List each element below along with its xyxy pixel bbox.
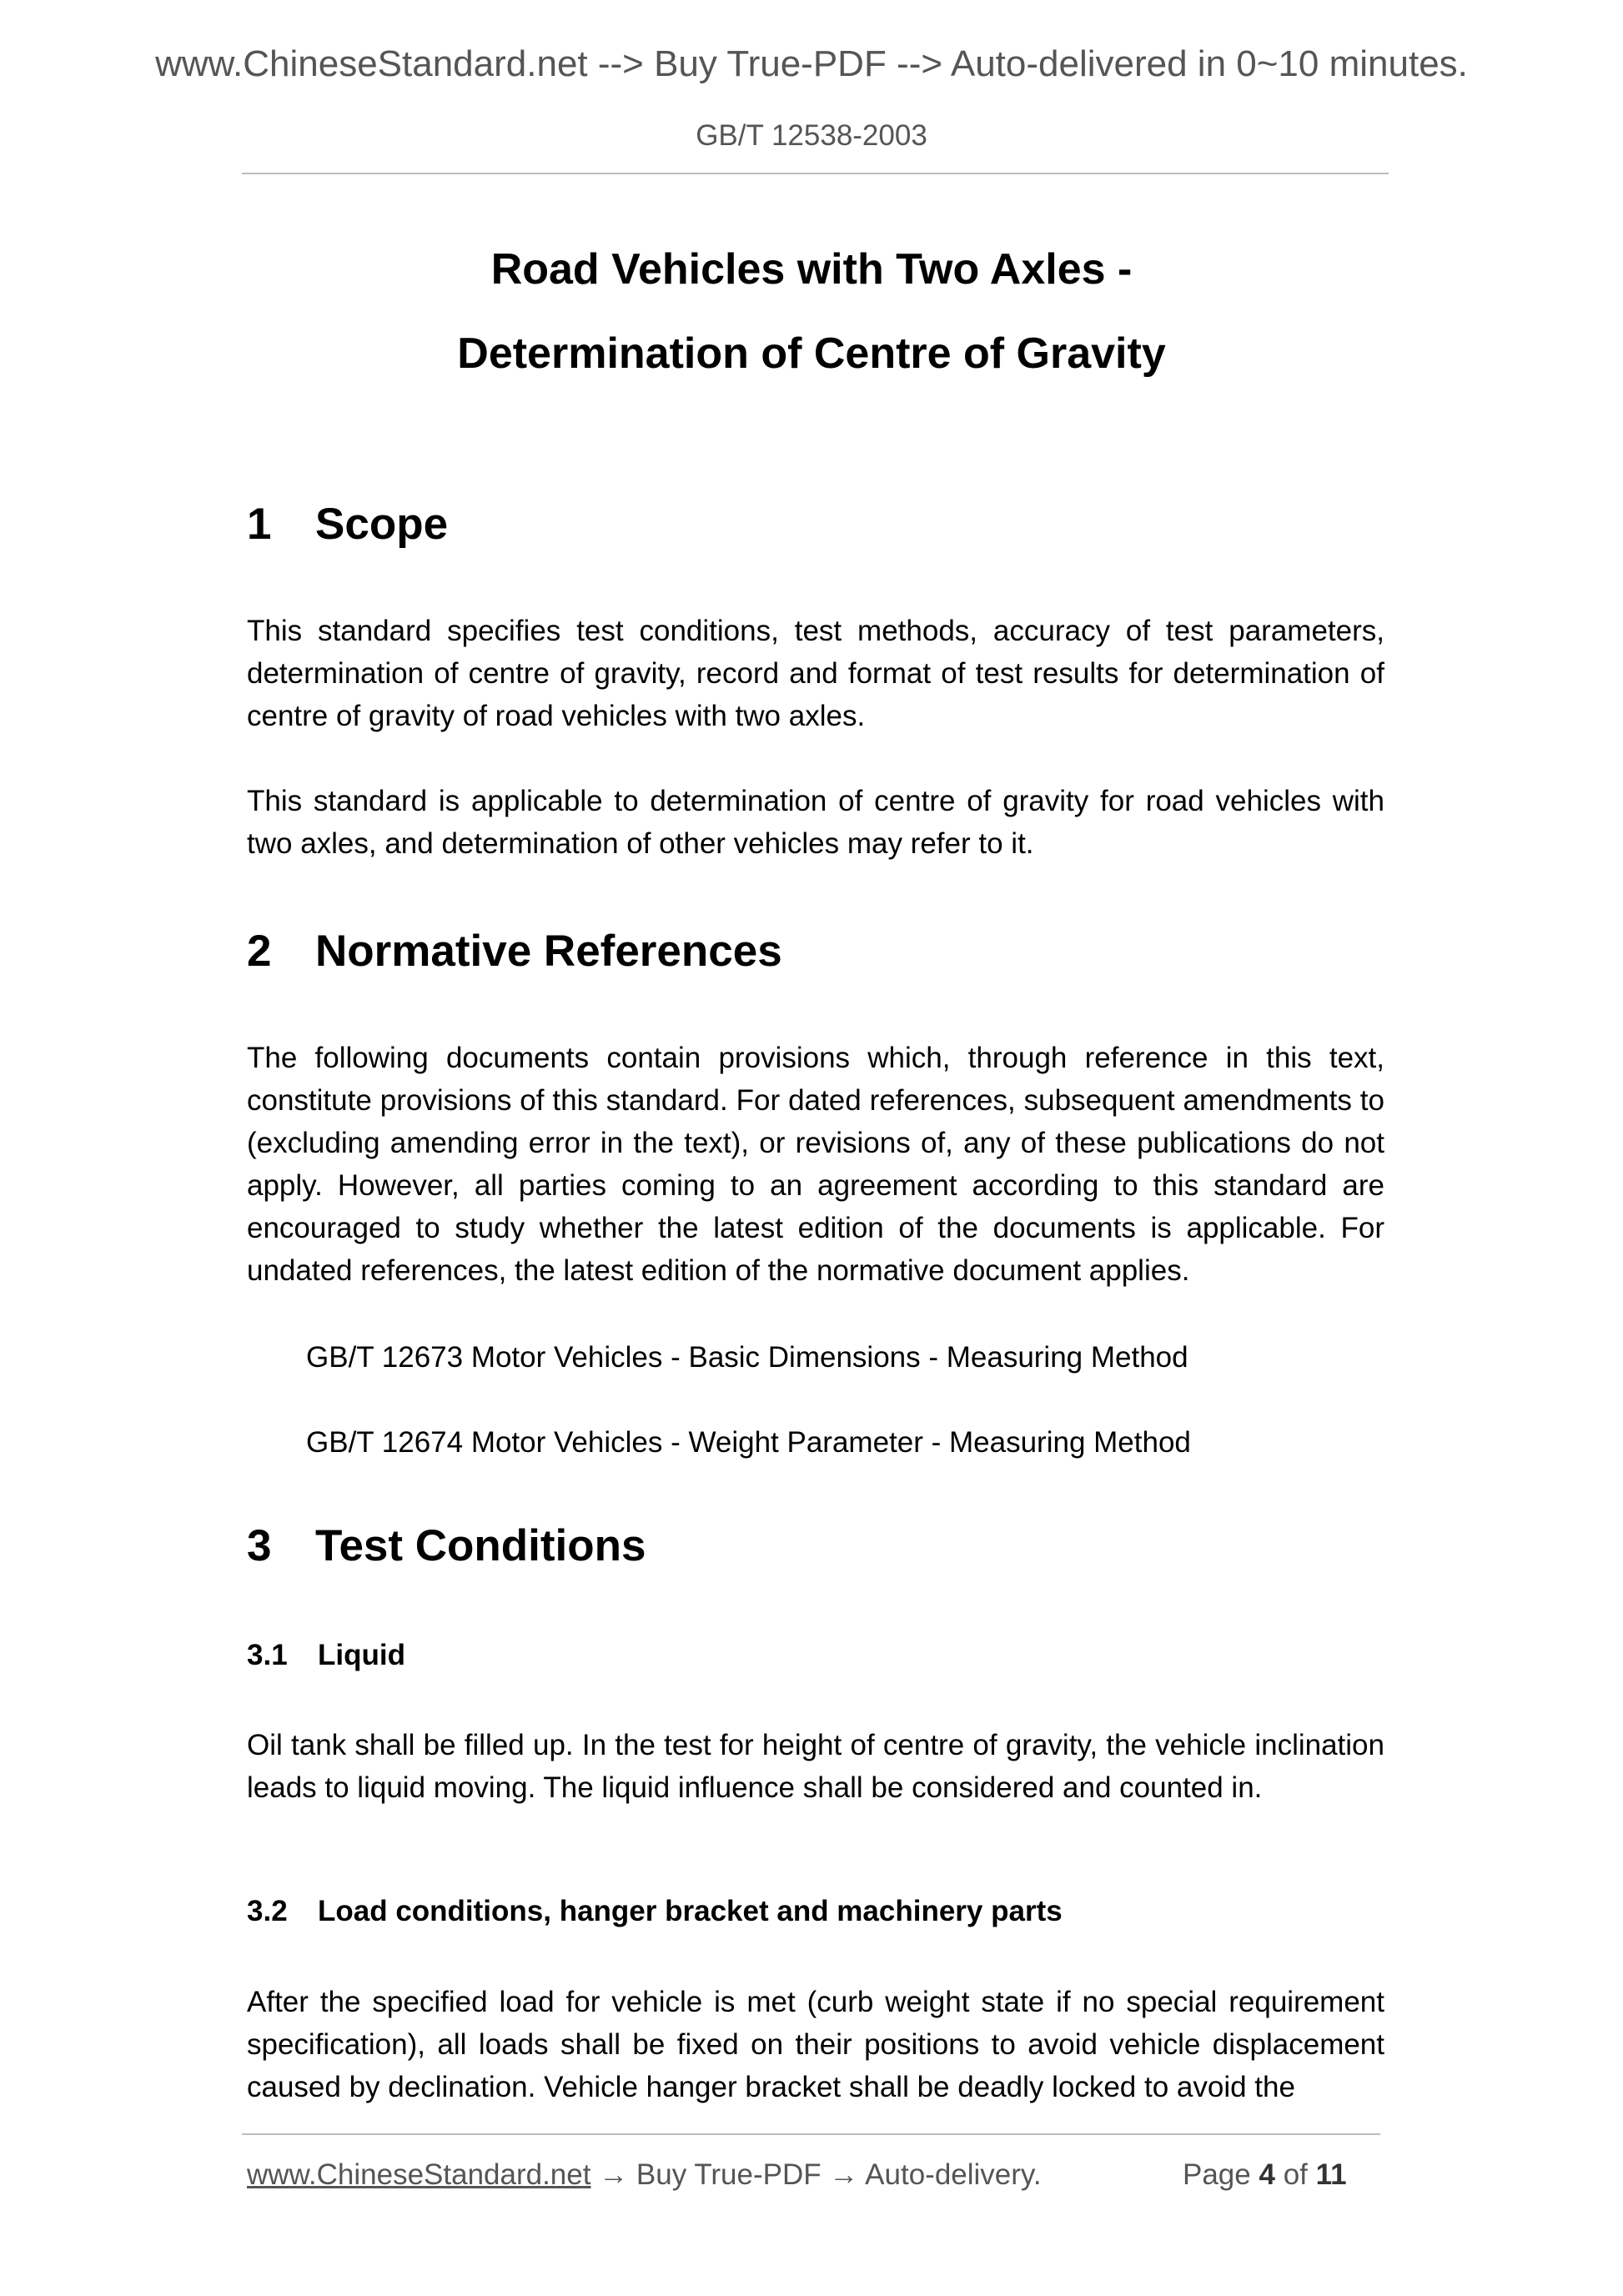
normative-references-paragraph: The following documents contain provisions which, through reference in this text, constitute provisions of this standard. For dated references, subsequent amendments to (excluding amending error in the text), or revisions of, any of these publications do not apply. However, all parties coming to an agreement according to this standard are encouraged to study whether the latest edition of the documents is applicable. For undated references, the latest edition of the normative document applies. [247,1042,1384,1287]
subsection-heading-liquid [247,1639,405,1672]
section-title: Normative References [315,927,782,976]
section-heading-normative-references [247,926,782,977]
section-number: 3 [247,1521,272,1570]
section-number: 1 [247,500,272,549]
footer-promo [247,2158,1042,2192]
section-heading-test-conditions [247,1520,646,1571]
document-title-line-1: Road Vehicles with Two Axles - [490,245,1133,294]
page-total: 11 [1315,2158,1347,2191]
load-conditions-paragraph: After the specified load for vehicle is met (curb weight state if no special requirement specification), all loads shall be fixed on their positions to avoid vehicle displacement caused by declination. Vehicle hanger bracket shall be deadly locked to avoid the [247,1986,1384,2103]
liquid-paragraph: Oil tank shall be filled up. In the test for height of centre of gravity, the vehicle inclination leads to liquid moving. The liquid influence shall be considered and counted in. [247,1729,1384,1804]
subsection-heading-load-conditions [247,1895,1063,1928]
section-number: 2 [247,927,272,976]
reference-item: GB/T 12674 Motor Vehicles - Weight Parameter - Measuring Method [306,1426,1191,1459]
standard-number: GB/T 12538-2003 [696,119,927,152]
section-title: Scope [315,500,449,549]
header-divider [242,173,1389,174]
page-label: Page [1183,2158,1251,2191]
scope-paragraph-2: This standard is applicable to determination of centre of gravity for road vehicles with two axles, and determination of other vehicles may refer to it. [247,785,1384,860]
scope-paragraph-1: This standard specifies test conditions, test methods, accuracy of test parameters, determination of centre of gravity, record and format of test results for determination of centre of gravity of road vehicles with two axles. [247,615,1384,732]
footer-promo-text: → Buy True-PDF → Auto-delivery. [590,2158,1042,2191]
footer-divider [242,2133,1380,2135]
subsection-title: Liquid [318,1639,405,1671]
page-of: of [1283,2158,1308,2191]
section-title: Test Conditions [315,1521,646,1570]
page-current: 4 [1259,2158,1275,2191]
subsection-number: 3.2 [247,1895,288,1927]
footer-site-link[interactable]: www.ChineseStandard.net [247,2158,591,2191]
section-heading-scope [247,499,448,550]
header-banner: www.ChineseStandard.net --> Buy True-PDF --> Auto-delivered in 0~10 minutes. [155,43,1468,84]
page-indicator [1183,2158,1347,2192]
reference-item: GB/T 12673 Motor Vehicles - Basic Dimensions - Measuring Method [306,1341,1188,1374]
document-title-line-2: Determination of Centre of Gravity [457,329,1166,378]
subsection-number: 3.1 [247,1639,288,1671]
subsection-title: Load conditions, hanger bracket and machinery parts [318,1895,1063,1927]
